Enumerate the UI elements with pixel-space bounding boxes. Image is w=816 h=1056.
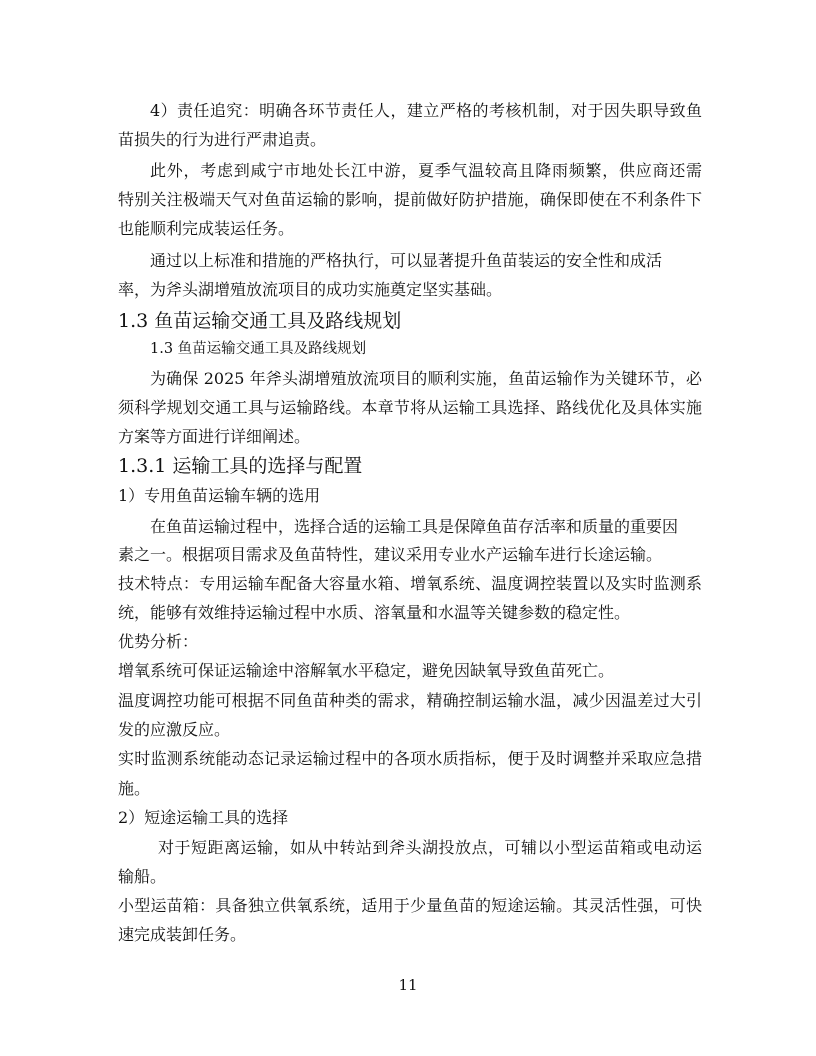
paragraph-line: 方案等方面进行详细阐述。 <box>118 427 311 446</box>
paragraph-line: 实时监测系统能动态记录运输过程中的各项水质指标，便于及时调整并采取应急措 <box>118 749 702 768</box>
paragraph-line: 速完成装卸任务。 <box>118 925 247 944</box>
list-label: 2）短途运输工具的选择 <box>118 808 289 827</box>
paragraph-line: 通过以上标准和措施的严格执行，可以显著提升鱼苗装运的安全性和成活 <box>150 251 663 270</box>
paragraph-line: 此外，考虑到咸宁市地处长江中游，夏季气温较高且降雨频繁，供应商还需 <box>150 161 702 180</box>
paragraph-line: 输船。 <box>118 867 167 886</box>
paragraph-line: 发的应激反应。 <box>118 720 231 739</box>
paragraph-line: 在鱼苗运输过程中，选择合适的运输工具是保障鱼苗存活率和质量的重要因 <box>150 517 679 536</box>
paragraph-line: 技术特点：专用运输车配备大容量水箱、增氧系统、温度调控装置以及实时监测系 <box>118 574 702 593</box>
paragraph-line: 小型运苗箱：具备独立供氧系统，适用于少量鱼苗的短途运输。其灵活性强，可快 <box>118 896 702 915</box>
paragraph-line: 苗损失的行为进行严肃追责。 <box>118 130 327 149</box>
list-label: 1）专用鱼苗运输车辆的选用 <box>118 486 321 505</box>
paragraph-line: 素之一。根据项目需求及鱼苗特性，建议采用专业水产运输车进行长途运输。 <box>118 545 663 564</box>
paragraph-line: 施。 <box>118 779 151 798</box>
paragraph-line: 4）责任追究：明确各环节责任人，建立严格的考核机制，对于因失职导致鱼 <box>150 101 702 120</box>
paragraph-line: 统，能够有效维持运输过程中水质、溶氧量和水温等关键参数的稳定性。 <box>118 603 631 622</box>
paragraph-line: 特别关注极端天气对鱼苗运输的影响，提前做好防护措施，确保即使在不利条件下 <box>118 190 702 209</box>
list-label: 增氧系统可保证运输途中溶解氧水平稳定，避免因缺氧导致鱼苗死亡。 <box>118 661 615 680</box>
paragraph-line: 也能顺利完成装运任务。 <box>118 219 295 238</box>
paragraph-line: 为确保 2025 年斧头湖增殖放流项目的顺利实施，鱼苗运输作为关键环节，必 <box>150 369 702 388</box>
list-label: 优势分析： <box>118 632 199 651</box>
section-heading: 1.3.1 运输工具的选择与配置 <box>118 455 363 477</box>
page-number: 11 <box>398 976 418 994</box>
paragraph-line: 对于短距离运输，如从中转站到斧头湖投放点，可辅以小型运苗箱或电动运 <box>158 838 702 857</box>
subheading: 1.3 鱼苗运输交通工具及路线规划 <box>150 341 367 357</box>
paragraph-line: 率，为斧头湖增殖放流项目的成功实施奠定坚实基础。 <box>118 280 503 299</box>
paragraph-line: 温度调控功能可根据不同鱼苗种类的需求，精确控制运输水温，减少因温差过大引 <box>118 691 702 710</box>
section-heading: 1.3 鱼苗运输交通工具及路线规划 <box>118 310 402 332</box>
paragraph-line: 须科学规划交通工具与运输路线。本章节将从运输工具选择、路线优化及具体实施 <box>118 398 702 417</box>
